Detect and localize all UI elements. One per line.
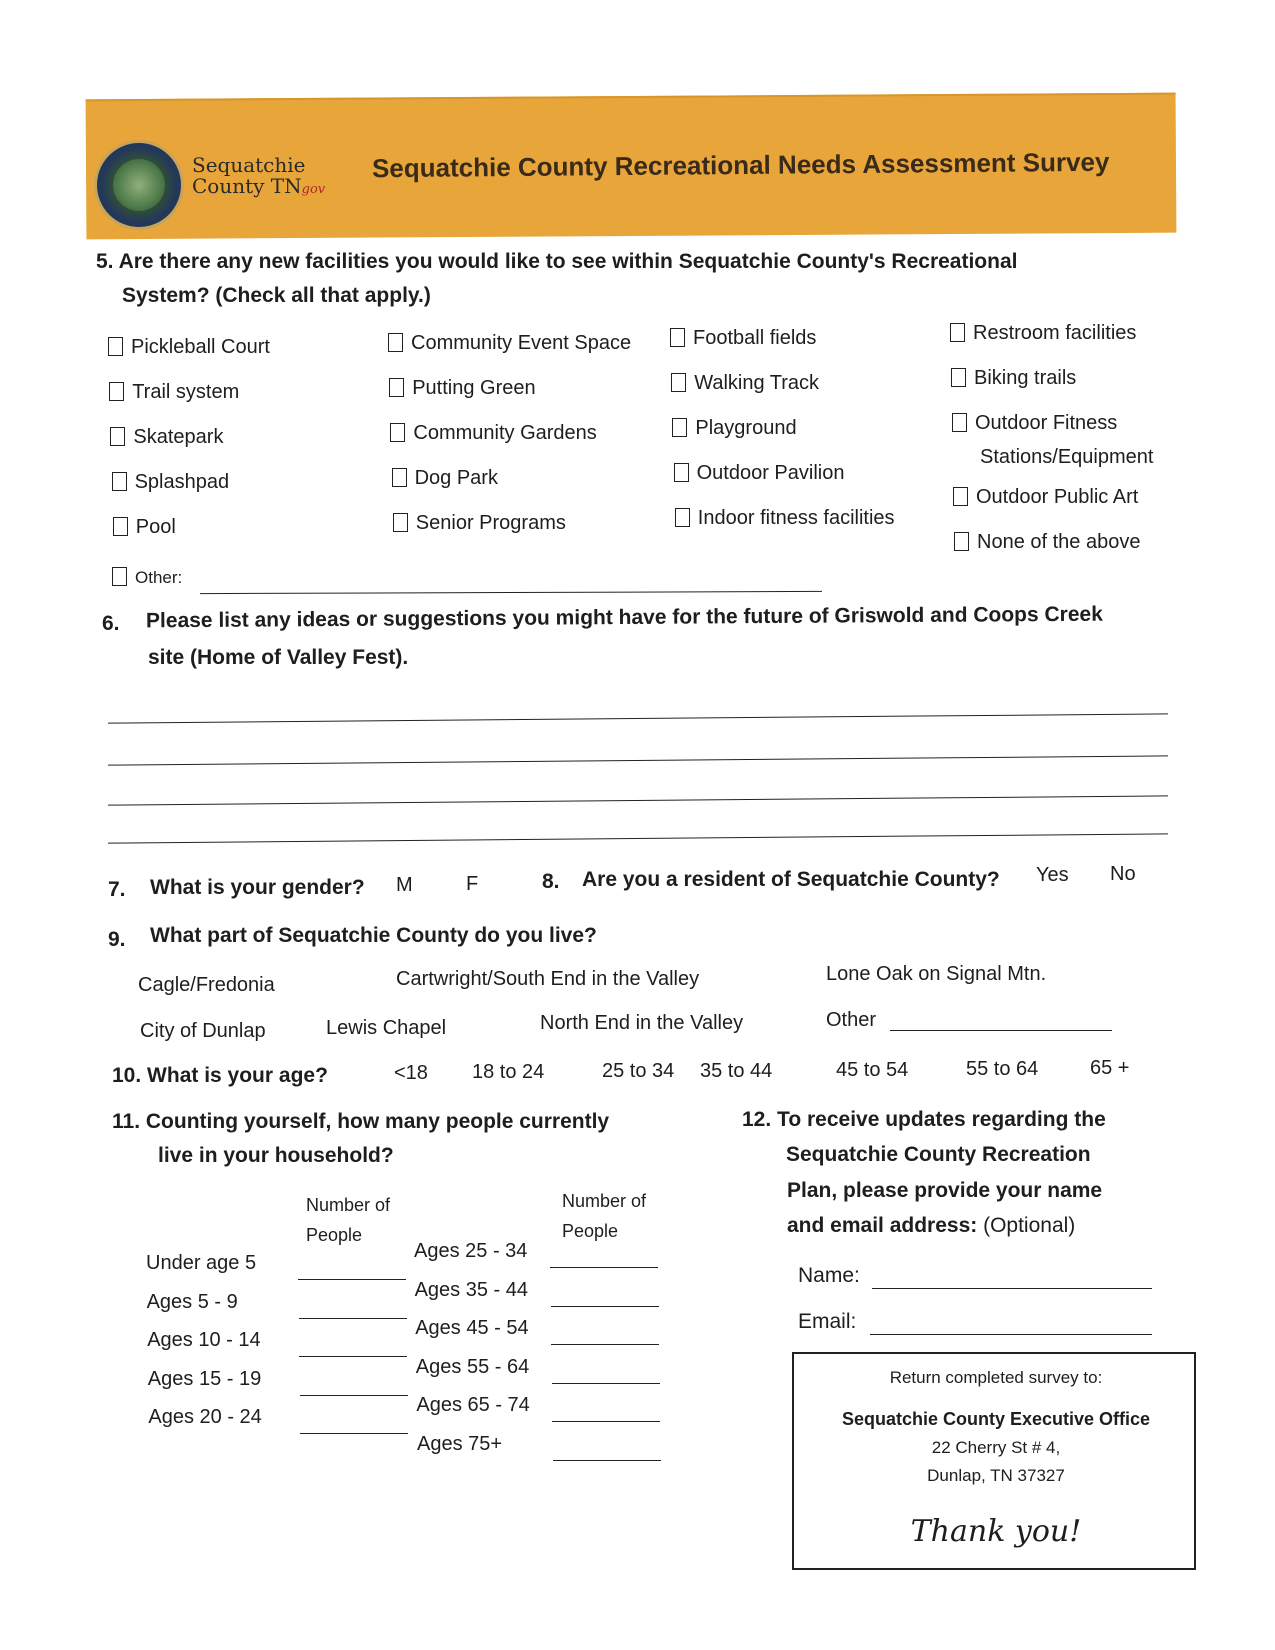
q5-line1 bbox=[96, 250, 1017, 274]
option-label: Pickleball Court bbox=[131, 336, 270, 358]
option-label: Senior Programs bbox=[415, 512, 566, 534]
option-label: Pool bbox=[135, 516, 176, 538]
option-label: Splashpad bbox=[134, 471, 230, 493]
age-group-label: Ages 15 - 19 bbox=[147, 1367, 262, 1390]
q5-option[interactable] bbox=[671, 372, 819, 395]
people-header-right: Number of People bbox=[562, 1191, 647, 1241]
return-address-box bbox=[792, 1352, 1196, 1570]
checkbox[interactable] bbox=[390, 423, 405, 442]
q5-option[interactable] bbox=[950, 322, 1136, 345]
q12-line1 bbox=[742, 1108, 1106, 1132]
option-label: Outdoor Pavilion bbox=[696, 462, 845, 484]
age-group-label: Ages 25 - 34 bbox=[414, 1240, 528, 1262]
q5-option[interactable] bbox=[109, 381, 239, 404]
county-logo-text bbox=[192, 155, 325, 200]
resident-option-yes[interactable]: Yes bbox=[1036, 864, 1069, 886]
email-input-line[interactable] bbox=[870, 1334, 1152, 1335]
area-option[interactable]: Cartwright/South End in the Valley bbox=[396, 968, 700, 990]
area-option[interactable]: Lewis Chapel bbox=[326, 1017, 447, 1039]
checkbox[interactable] bbox=[674, 463, 689, 482]
q10-text: What is your age? bbox=[147, 1064, 328, 1087]
survey-title: Sequatchie County Recreational Needs Assessment Survey bbox=[371, 146, 1110, 184]
age-option[interactable]: 65 + bbox=[1090, 1057, 1130, 1080]
checkbox[interactable] bbox=[954, 532, 969, 551]
q12-line3: Plan, please provide your name bbox=[787, 1179, 1103, 1202]
q6-question-line2: site (Home of Valley Fest). bbox=[148, 646, 409, 669]
q9-number: 9. bbox=[108, 928, 126, 951]
q7-number: 7. bbox=[108, 878, 126, 901]
checkbox[interactable] bbox=[112, 567, 127, 586]
q5-option[interactable] bbox=[952, 412, 1117, 435]
checkbox[interactable] bbox=[113, 517, 128, 536]
q5-option[interactable] bbox=[110, 426, 223, 449]
checkbox[interactable] bbox=[671, 373, 686, 392]
q5-option[interactable] bbox=[670, 327, 816, 350]
gender-option-m[interactable]: M bbox=[396, 874, 413, 896]
q5-option[interactable] bbox=[674, 462, 845, 485]
logo-line-2: County TN bbox=[192, 174, 302, 198]
q5-option[interactable] bbox=[672, 417, 796, 440]
q5-question: Are there any new facilities you would like to see within Sequatchie County's Recreational bbox=[118, 250, 1018, 273]
q5-option[interactable] bbox=[388, 332, 631, 355]
people-header-left: Number of People bbox=[306, 1195, 391, 1245]
q5-option[interactable] bbox=[393, 512, 566, 535]
q5-line2: System? (Check all that apply.) bbox=[122, 284, 431, 307]
people-count-input-line[interactable] bbox=[550, 1267, 658, 1268]
option-label: Community Gardens bbox=[413, 422, 597, 444]
q8-question: Are you a resident of Sequatchie County? bbox=[582, 868, 1000, 891]
address-line-2: Dunlap, TN 37327 bbox=[927, 1466, 1065, 1485]
checkbox[interactable] bbox=[110, 427, 125, 446]
option-label: Outdoor Public Art bbox=[976, 486, 1139, 508]
q5-other[interactable] bbox=[112, 567, 182, 588]
q5-option[interactable] bbox=[113, 516, 176, 539]
q8-number: 8. bbox=[542, 870, 560, 893]
age-group-label: Ages 20 - 24 bbox=[148, 1406, 262, 1428]
q11-line2: live in your household? bbox=[158, 1144, 394, 1167]
thank-you-note: Thank you! bbox=[910, 1514, 1082, 1549]
checkbox[interactable] bbox=[388, 333, 403, 352]
people-count-input-line[interactable] bbox=[298, 1279, 406, 1280]
q5-option[interactable] bbox=[112, 471, 230, 494]
option-label: Community Event Space bbox=[411, 332, 632, 354]
option-continuation: Stations/Equipment bbox=[980, 446, 1154, 468]
option-label: Football fields bbox=[693, 327, 817, 349]
q5-option[interactable] bbox=[953, 486, 1138, 509]
people-count-input-line[interactable] bbox=[553, 1460, 661, 1461]
area-option-other[interactable]: Other bbox=[826, 1009, 877, 1031]
q12-line4: and email address: (Optional) bbox=[787, 1214, 1076, 1237]
age-option[interactable]: 35 to 44 bbox=[700, 1059, 773, 1082]
people-count-input-line[interactable] bbox=[299, 1318, 407, 1319]
age-group-label: Ages 35 - 44 bbox=[414, 1278, 529, 1301]
q5-option[interactable] bbox=[951, 367, 1076, 390]
age-group-label: Ages 65 - 74 bbox=[416, 1394, 530, 1416]
county-seal-logo bbox=[94, 140, 184, 230]
checkbox[interactable] bbox=[675, 508, 690, 527]
age-group-label: Ages 45 - 54 bbox=[415, 1317, 529, 1339]
age-group-label: Ages 55 - 64 bbox=[415, 1355, 530, 1378]
option-label: Playground bbox=[695, 417, 797, 439]
return-heading: Return completed survey to: bbox=[889, 1368, 1103, 1387]
age-group-label: Ages 5 - 9 bbox=[146, 1290, 238, 1313]
checkbox[interactable] bbox=[672, 418, 687, 437]
option-label: Outdoor Fitness bbox=[975, 412, 1118, 434]
option-label: Trail system bbox=[132, 381, 240, 403]
area-other-input-line[interactable] bbox=[890, 1030, 1112, 1031]
checkbox[interactable] bbox=[953, 487, 968, 506]
q12-line2: Sequatchie County Recreation bbox=[786, 1143, 1091, 1166]
q5-number: 5. bbox=[96, 250, 114, 273]
age-group-label: Ages 75+ bbox=[417, 1432, 503, 1455]
q5-option[interactable] bbox=[954, 531, 1140, 554]
q12-text: To receive updates regarding the bbox=[777, 1108, 1106, 1131]
checkbox[interactable] bbox=[951, 368, 966, 387]
people-count-input-line[interactable] bbox=[551, 1306, 659, 1307]
address-line-1: 22 Cherry St # 4, bbox=[931, 1438, 1061, 1457]
q5-option[interactable] bbox=[108, 336, 270, 359]
age-option[interactable]: 25 to 34 bbox=[602, 1060, 675, 1083]
name-label: Name: bbox=[798, 1264, 860, 1287]
checkbox[interactable] bbox=[392, 468, 407, 487]
other-label: Other: bbox=[135, 568, 183, 587]
resident-option-no[interactable]: No bbox=[1110, 863, 1136, 885]
checkbox[interactable] bbox=[950, 323, 965, 342]
checkbox[interactable] bbox=[952, 413, 967, 432]
option-label: Dog Park bbox=[414, 467, 498, 489]
q6-answer-line[interactable] bbox=[108, 755, 1168, 765]
checkbox[interactable] bbox=[109, 382, 124, 401]
age-option[interactable]: 55 to 64 bbox=[966, 1058, 1039, 1080]
q6-answer-line[interactable] bbox=[108, 833, 1168, 843]
people-count-input-line[interactable] bbox=[552, 1421, 660, 1422]
q5-option[interactable] bbox=[392, 467, 498, 490]
people-count-input-line[interactable] bbox=[552, 1383, 660, 1384]
q5-other-input-line[interactable] bbox=[200, 591, 822, 594]
q6-number: 6. bbox=[102, 612, 120, 635]
age-option[interactable]: <18 bbox=[394, 1062, 428, 1084]
age-group-label: Under age 5 bbox=[146, 1252, 257, 1274]
people-count-input-line[interactable] bbox=[551, 1344, 659, 1345]
q12-number: 12. bbox=[742, 1108, 772, 1131]
q6-question-line1: Please list any ideas or suggestions you might have for the future of Griswold and Coops Creek bbox=[145, 602, 1103, 633]
option-label: Walking Track bbox=[694, 372, 820, 394]
age-option[interactable]: 18 to 24 bbox=[472, 1061, 545, 1084]
people-count-input-line[interactable] bbox=[299, 1356, 407, 1357]
people-count-input-line[interactable] bbox=[300, 1433, 408, 1434]
q11-number: 11. bbox=[112, 1110, 141, 1133]
checkbox[interactable] bbox=[108, 337, 123, 356]
optional-note: (Optional) bbox=[983, 1214, 1076, 1237]
q11-line1 bbox=[112, 1110, 609, 1134]
office-name: Sequatchie County Executive Office bbox=[841, 1409, 1151, 1429]
q5-option[interactable] bbox=[390, 422, 596, 445]
logo-line-1: Sequatchie bbox=[192, 153, 306, 177]
email-label: Email: bbox=[798, 1310, 857, 1333]
area-option[interactable]: City of Dunlap bbox=[140, 1020, 266, 1042]
age-option[interactable]: 45 to 54 bbox=[836, 1058, 909, 1081]
q5-option[interactable] bbox=[675, 507, 895, 530]
option-label: Indoor fitness facilities bbox=[697, 507, 895, 529]
q6-answer-line[interactable] bbox=[108, 713, 1168, 723]
gender-option-f[interactable]: F bbox=[466, 873, 479, 895]
q9-question: What part of Sequatchie County do you live? bbox=[150, 924, 597, 947]
q10-number: 10. bbox=[112, 1064, 142, 1087]
q10-question bbox=[112, 1064, 328, 1088]
checkbox[interactable] bbox=[670, 328, 685, 347]
name-input-line[interactable] bbox=[872, 1288, 1152, 1289]
area-option[interactable]: Cagle/Fredonia bbox=[138, 974, 275, 996]
option-label: Putting Green bbox=[412, 377, 536, 399]
area-option[interactable]: Lone Oak on Signal Mtn. bbox=[826, 963, 1047, 985]
area-option[interactable]: North End in the Valley bbox=[540, 1012, 744, 1034]
logo-gov-suffix: gov bbox=[301, 182, 326, 197]
checkbox[interactable] bbox=[393, 513, 408, 532]
age-group-label: Ages 10 - 14 bbox=[147, 1329, 261, 1351]
option-label: Skatepark bbox=[133, 426, 224, 448]
q7-question: What is your gender? bbox=[150, 876, 365, 899]
q6-answer-line[interactable] bbox=[108, 795, 1168, 805]
q11-text: Counting yourself, how many people currently bbox=[145, 1110, 610, 1133]
people-count-input-line[interactable] bbox=[300, 1395, 408, 1396]
option-label: Biking trails bbox=[974, 367, 1077, 389]
checkbox[interactable] bbox=[112, 472, 127, 491]
q5-option[interactable] bbox=[389, 377, 535, 400]
option-label: None of the above bbox=[977, 531, 1141, 553]
checkbox[interactable] bbox=[389, 378, 404, 397]
option-label: Restroom facilities bbox=[973, 322, 1137, 344]
